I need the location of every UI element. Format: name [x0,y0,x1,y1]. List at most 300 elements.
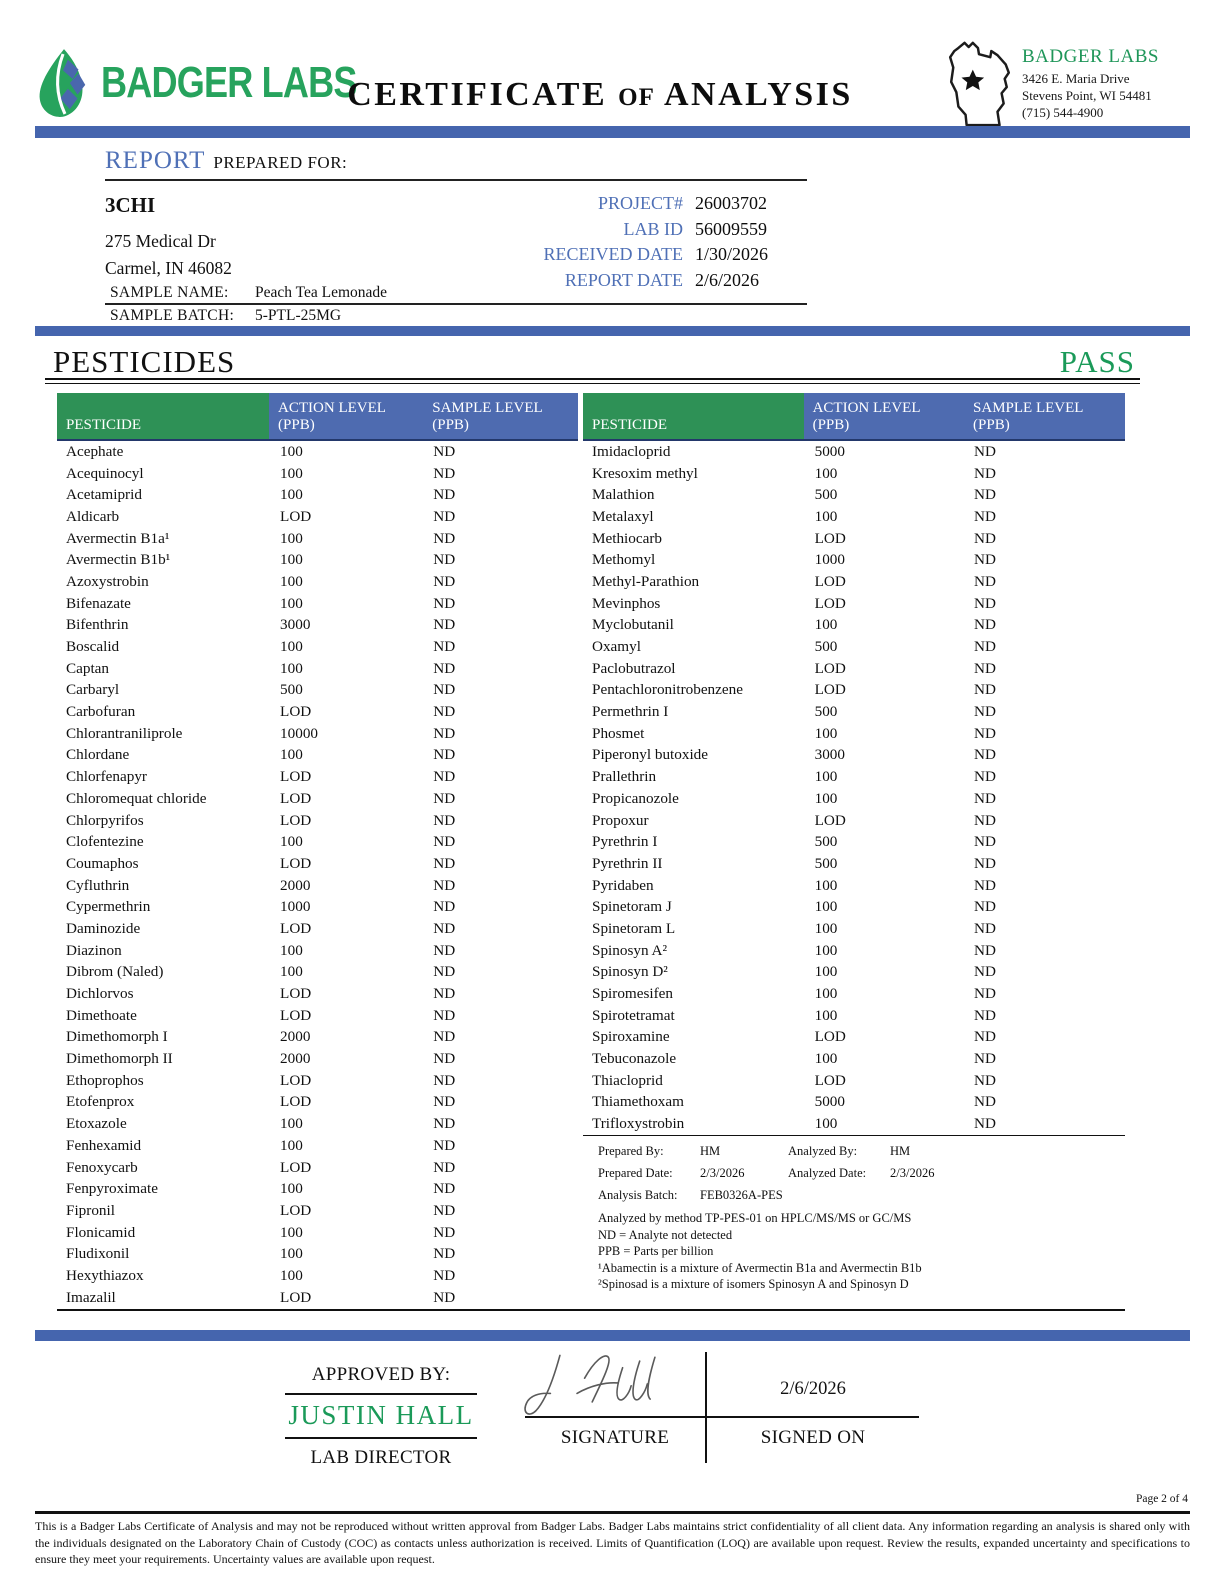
sample-info-block [110,281,387,327]
labid-label: LAB ID [623,218,683,239]
action-level-value: LOD [280,703,312,721]
ppb-definition-note: PPB = Parts per billion [598,1244,714,1258]
sample-level-value: ND [433,703,456,721]
sample-level-value: ND [433,985,456,1003]
table-header-right [583,393,1125,441]
pesticide-name: Captan [66,659,110,677]
pesticide-name: Trifloxystrobin [592,1115,685,1133]
pesticide-name: Acequinocyl [66,464,144,482]
action-level-value: LOD [280,1006,312,1024]
table-row [57,1265,578,1287]
analyzed-by-label: Analyzed By: [788,1144,858,1158]
pesticides-section-header [45,344,1190,384]
table-row [583,1027,1125,1049]
action-level-value: 100 [280,594,303,612]
sample-level-value: ND [433,1050,456,1068]
analysis-notes-block [583,1135,1125,1293]
table-row [57,463,578,485]
sample-level-value: ND [974,1071,996,1089]
action-level-value: 2000 [280,1028,311,1046]
pesticide-name: Fenhexamid [66,1136,142,1154]
table-row [57,810,578,832]
pesticide-name: Phosmet [592,724,645,742]
action-level-value: LOD [814,659,846,677]
sample-level-value: ND [974,746,996,764]
table-row [583,875,1125,897]
pesticide-name: Azoxystrobin [66,572,149,590]
pesticide-name: Malathion [592,486,655,504]
table-row [57,1070,578,1092]
sample-level-value: ND [974,768,996,786]
column-header-action-level: ACTION LEVEL (PPB) [804,393,964,439]
sample-level-value: ND [433,572,456,590]
pesticide-name: Spirotetramat [592,1006,675,1024]
pesticide-name: Methomyl [592,551,656,569]
sample-level-value: ND [974,789,996,807]
footer-rule [35,1511,1190,1514]
table-row [57,940,578,962]
method-note: Analyzed by method TP-PES-01 on HPLC/MS/MS or GC/MS [598,1211,912,1225]
action-level-value: 100 [814,724,838,742]
table-row [583,549,1125,571]
sample-level-value: ND [433,638,456,656]
signature-image [520,1344,710,1420]
pesticides-table-right [583,393,1125,1293]
action-level-value: 100 [280,442,303,460]
action-level-value: 1000 [280,898,311,916]
sample-level-value: ND [433,659,456,677]
sample-level-value: ND [433,442,456,460]
table-row [583,983,1125,1005]
action-level-value: LOD [280,1093,312,1111]
table-row [57,1005,578,1027]
sample-level-value: ND [974,1006,996,1024]
action-level-value: LOD [814,529,846,547]
action-level-value: LOD [280,811,312,829]
pesticide-name: Fludixonil [66,1245,130,1263]
analysis-batch-value: FEB0326A-PES [700,1188,783,1202]
meta-row-reportdate [544,268,807,294]
action-level-value: 5000 [814,442,845,460]
table-row [57,983,578,1005]
pesticide-name: Carbofuran [66,703,136,721]
action-level-value: 1000 [814,551,845,569]
table-row [57,701,578,723]
table-row [57,1027,578,1049]
action-level-value: 100 [280,638,303,656]
action-level-value: 100 [280,1115,303,1133]
sample-level-value: ND [974,898,996,916]
action-level-value: 100 [280,963,303,981]
table-row [57,528,578,550]
sample-level-value: ND [433,746,456,764]
sample-level-value: ND [974,681,996,699]
action-level-value: 100 [280,486,303,504]
approver-role: LAB DIRECTOR [310,1447,452,1468]
pesticide-name: Mevinphos [592,594,661,612]
divider-bar [35,1330,1190,1341]
table-row [57,1113,578,1135]
table-row [57,571,578,593]
sample-level-value: ND [974,551,996,569]
pesticide-name: Dimethomorph II [66,1050,173,1068]
pesticide-name: Fenpyroximate [66,1180,158,1198]
action-level-value: 100 [280,1180,303,1198]
table-row [583,1005,1125,1027]
action-level-value: LOD [280,854,312,872]
pesticide-name: Bifenazate [66,594,131,612]
action-level-value: LOD [280,1158,312,1176]
pesticide-name: Fipronil [66,1201,115,1219]
disclaimer-text: This is a Badger Labs Certificate of Analysis and may not be reproduced without written approval from Badger Labs. Badger Labs maintains strict confidentiality of all client data. Any information regarding an analysis is shared only with the individuals designated on the Laboratory Chain of Custody (COC) as contacts unless authorization is received. Limits of Quantification (LOQ) are available upon request. Review the results, expanded uncertainty and specifications to ensure they meet your requirements. Uncertainty values are available upon request. [35,1519,1190,1566]
pesticide-name: Spinetoram J [592,898,672,916]
sample-level-value: ND [974,833,996,851]
action-level-value: 100 [814,876,838,894]
approved-by-block [285,1352,477,1469]
action-level-value: 500 [814,486,838,504]
table-row [583,463,1125,485]
pesticide-name: Pyrethrin II [592,854,663,872]
pesticide-name: Spinosyn D² [592,963,668,981]
table-row [57,723,578,745]
project-label: PROJECT# [597,193,683,213]
action-level-value: LOD [814,594,846,612]
pesticide-name: Aldicarb [66,507,120,525]
pesticide-name: Etofenprox [66,1093,135,1111]
action-level-value: 100 [280,529,303,547]
sample-level-value: ND [433,1245,456,1263]
sample-level-value: ND [433,1266,456,1284]
sample-level-value: ND [433,1223,456,1241]
pesticide-name: Piperonyl butoxide [592,746,709,764]
pesticide-name: Spiromesifen [592,985,673,1003]
action-level-value: 100 [280,1245,303,1263]
table-row [583,506,1125,528]
sample-level-value: ND [433,616,456,634]
nd-definition-note: ND = Analyte not detected [598,1227,733,1242]
sample-level-value: ND [974,876,996,894]
action-level-value: 100 [814,1115,838,1133]
column-header-sample-level: SAMPLE LEVEL (PPB) [423,393,578,439]
sample-level-value: ND [433,963,456,981]
pesticide-name: Dibrom (Naled) [66,963,164,981]
pesticide-name: Avermectin B1a¹ [66,529,170,547]
table-row [583,918,1125,940]
action-level-value: LOD [814,1028,846,1046]
pesticide-name: Propoxur [592,811,649,829]
sample-level-value: ND [433,724,456,742]
sample-level-value: ND [433,833,456,851]
lab-address-line1: 3426 E. Maria Drive [1022,71,1130,86]
client-block [105,189,232,293]
sample-level-value: ND [974,985,996,1003]
title-word: CERTIFICATE [347,76,608,113]
pesticide-name: Acephate [66,442,124,460]
table-rows-left [57,441,578,1309]
signed-on-date: 2/6/2026 [780,1379,846,1399]
table-row [57,788,578,810]
table-row [583,1070,1125,1092]
sample-level-value: ND [974,486,996,504]
table-row [583,853,1125,875]
pesticide-name: Avermectin B1b¹ [66,551,171,569]
table-rows-right [583,441,1125,1135]
pesticide-name: Pyrethrin I [592,833,658,851]
sample-name-value: Peach Tea Lemonade [255,284,388,301]
action-level-value: 100 [814,1006,838,1024]
table-row [583,788,1125,810]
pesticide-name: Spiroxamine [592,1028,670,1046]
table-row [57,831,578,853]
table-row [583,745,1125,767]
action-level-value: 2000 [280,1050,311,1068]
action-level-value: LOD [280,789,312,807]
report-date-label: REPORT DATE [564,269,683,290]
pesticide-name: Bifenthrin [66,616,129,634]
pesticide-name: Imazalil [66,1288,116,1306]
report-heading [105,147,807,181]
report-heading-blue: REPORT [105,147,206,174]
action-level-value: 100 [814,963,838,981]
pesticide-name: Fenoxycarb [66,1158,138,1176]
prepared-date-value: 2/3/2026 [700,1166,745,1180]
sample-level-value: ND [974,464,996,482]
column-header-pesticide: PESTICIDE [583,393,804,439]
table-header-left [57,393,578,441]
pesticide-name: Carbaryl [66,681,120,699]
action-level-value: 100 [280,551,303,569]
action-level-value: 100 [814,616,838,634]
client-name: 3CHI [105,193,156,217]
pesticide-name: Spinosyn A² [592,941,668,959]
action-level-value: 100 [280,833,303,851]
labid-value: 56009559 [695,218,767,239]
sample-level-value: ND [433,1071,456,1089]
table-row [57,1200,578,1222]
pesticide-name: Chlorfenapyr [66,768,147,786]
approved-by-label: APPROVED BY: [285,1364,477,1395]
sample-level-value: ND [433,1028,456,1046]
pesticide-name: Metalaxyl [592,507,654,525]
sample-level-value: ND [974,442,996,460]
pesticide-name: Hexythiazox [66,1266,144,1284]
sample-level-value: ND [433,1288,456,1306]
sample-level-value: ND [974,616,996,634]
table-row [57,1157,578,1179]
sample-level-value: ND [974,724,996,742]
lab-address-block [944,38,1192,132]
table-row [583,962,1125,984]
sample-level-value: ND [433,486,456,504]
table-row [583,441,1125,463]
sample-level-value: ND [974,572,996,590]
pesticide-name: Prallethrin [592,768,657,786]
approval-section [285,1352,919,1469]
project-value: 26003702 [695,193,767,213]
signature-block [525,1352,919,1469]
table-row [57,875,578,897]
table-row [583,1113,1125,1135]
table-row [57,680,578,702]
lab-phone: (715) 544-4900 [1022,105,1104,120]
sample-level-value: ND [433,594,456,612]
pesticide-name: Flonicamid [66,1223,136,1241]
section-title: PESTICIDES [53,344,236,379]
sample-level-value: ND [974,638,996,656]
table-row [57,918,578,940]
sample-level-value: ND [974,1093,996,1111]
table-row [57,658,578,680]
table-row [57,1135,578,1157]
table-row [583,831,1125,853]
sample-level-value: ND [974,963,996,981]
sample-name-label: SAMPLE NAME: [110,284,229,301]
sample-level-value: ND [974,1115,996,1133]
action-level-value: 100 [814,919,838,937]
pesticide-name: Coumaphos [66,854,139,872]
report-heading-rest: PREPARED FOR: [213,153,348,172]
action-level-value: LOD [280,985,312,1003]
sample-level-value: ND [433,551,456,569]
pesticide-name: Chlordane [66,746,130,764]
lab-address-line2: Stevens Point, WI 54481 [1022,88,1152,103]
sample-level-value: ND [433,768,456,786]
pesticide-name: Dichlorvos [66,985,134,1003]
sample-batch-value: 5-PTL-25MG [255,307,342,324]
wisconsin-state-icon [944,38,1016,132]
sample-level-value: ND [433,681,456,699]
pesticide-name: Pentachloronitrobenzene [592,681,743,699]
pass-status-badge: PASS [1059,344,1135,379]
action-level-value: 100 [280,464,303,482]
prepared-date-label: Prepared Date: [598,1166,673,1180]
action-level-value: 100 [280,1266,303,1284]
table-row [583,658,1125,680]
sample-level-value: ND [974,529,996,547]
table-row [57,1092,578,1114]
sample-level-value: ND [433,464,456,482]
table-row [57,1287,578,1309]
pesticide-name: Clofentezine [66,833,144,851]
table-row [57,745,578,767]
table-row [583,593,1125,615]
spinosad-footnote: ²Spinosad is a mixture of isomers Spinosyn A and Spinosyn D [598,1277,909,1291]
pesticide-name: Imidacloprid [592,442,671,460]
sample-level-value: ND [433,529,456,547]
action-level-value: 500 [814,833,838,851]
sample-level-value: ND [433,1136,456,1154]
table-row [583,940,1125,962]
sample-level-value: ND [433,1180,456,1198]
pesticide-name: Thiacloprid [592,1071,663,1089]
client-address2: Carmel, IN 46082 [105,258,232,278]
received-date-value: 1/30/2026 [695,244,769,264]
action-level-value: LOD [814,572,846,590]
table-row [57,1222,578,1244]
lab-name: BADGER LABS [1022,46,1159,67]
pesticide-name: Methiocarb [592,529,663,547]
table-row [57,1048,578,1070]
client-address1: 275 Medical Dr [105,231,216,251]
action-level-value: 3000 [280,616,311,634]
pesticide-name: Daminozide [66,919,141,937]
action-level-value: 500 [814,703,838,721]
table-row [57,549,578,571]
table-row [583,1092,1125,1114]
sample-level-value: ND [433,1115,456,1133]
table-row [583,766,1125,788]
table-row [57,962,578,984]
abamectin-footnote: ¹Abamectin is a mixture of Avermectin B1a and Avermectin B1b [598,1260,922,1275]
action-level-value: 100 [814,768,838,786]
sample-level-value: ND [974,507,996,525]
analysis-batch-label: Analysis Batch: [598,1188,678,1202]
sample-level-value: ND [433,941,456,959]
pesticide-name: Etoxazole [66,1115,127,1133]
sample-level-value: ND [974,811,996,829]
sample-level-value: ND [433,1093,456,1111]
table-row [57,766,578,788]
analyzed-date-value: 2/3/2026 [890,1166,935,1180]
sample-level-value: ND [974,594,996,612]
report-date-value: 2/6/2026 [695,269,760,290]
sample-level-value: ND [433,1006,456,1024]
action-level-value: 100 [814,985,838,1003]
pesticide-name: Thiamethoxam [592,1093,684,1111]
table-row [583,571,1125,593]
pesticide-name: Acetamiprid [66,486,142,504]
sample-level-value: ND [974,1050,996,1068]
action-level-value: 100 [280,659,303,677]
action-level-value: 100 [280,572,303,590]
pesticide-name: Propicanozole [592,789,679,807]
divider-bar [35,126,1190,138]
table-row [583,701,1125,723]
action-level-value: LOD [280,1288,312,1306]
pesticide-name: Oxamyl [592,638,641,656]
table-row [583,615,1125,637]
column-header-sample-level: SAMPLE LEVEL (PPB) [964,393,1125,439]
table-row [583,896,1125,918]
action-level-value: 100 [280,746,303,764]
meta-row-project [544,191,807,217]
brand-name: BADGER LABS [101,58,357,107]
pesticide-name: Ethoprophos [66,1071,144,1089]
received-date-label: RECEIVED DATE [543,244,683,264]
sample-batch-row [110,304,387,327]
action-level-value: LOD [814,1071,846,1089]
action-level-value: 100 [814,1050,838,1068]
sample-level-value: ND [433,1158,456,1176]
pesticide-name: Cyfluthrin [66,876,130,894]
action-level-value: 100 [280,1223,303,1241]
page-title [300,76,900,114]
action-level-value: 100 [280,1136,303,1154]
sample-level-value: ND [433,507,456,525]
signature-label: SIGNATURE [525,1418,707,1463]
approver-name: JUSTIN HALL [285,1395,477,1439]
pesticide-name: Pyridaben [592,876,654,894]
action-level-value: LOD [280,919,312,937]
table-row [57,484,578,506]
sample-level-value: ND [974,659,996,677]
sample-level-value: ND [974,1028,996,1046]
action-level-value: 100 [280,941,303,959]
table-row [583,636,1125,658]
action-level-value: 100 [814,464,838,482]
pesticide-name: Chloromequat chloride [66,789,207,807]
meta-row-labid [544,217,807,243]
